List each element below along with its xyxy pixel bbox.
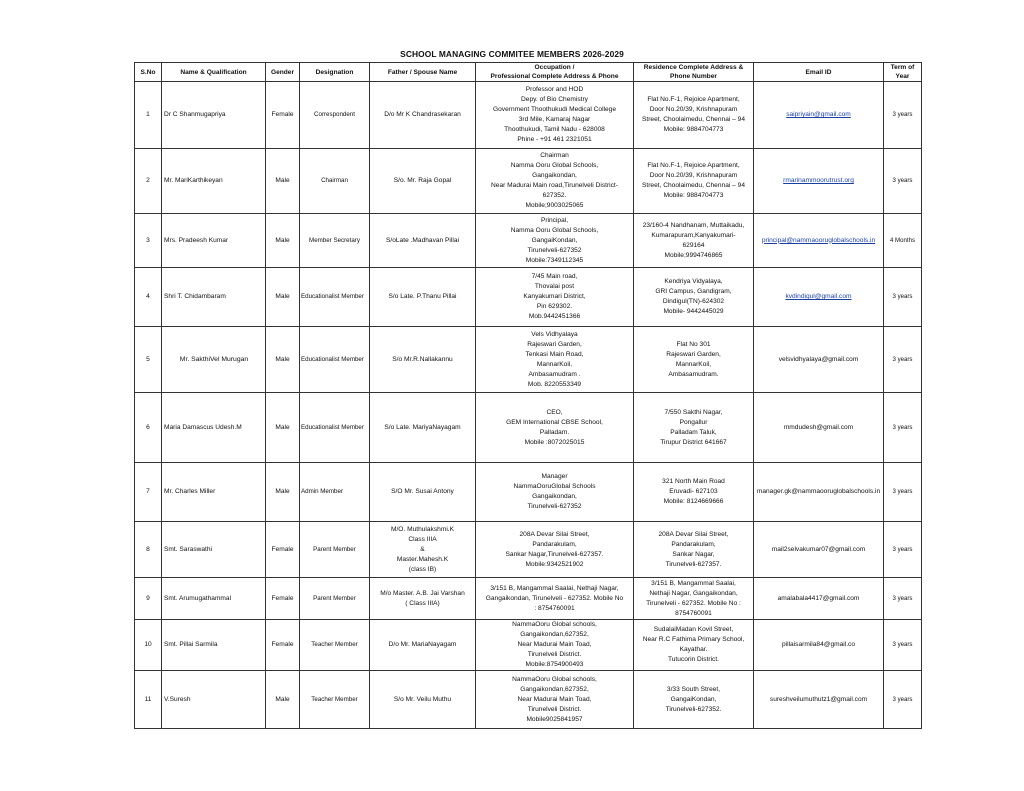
cell-residence: Flat No 301 Rajeswari Garden, MannarKoil, Ambasamudram.	[634, 327, 754, 393]
cell-sno: 10	[135, 620, 162, 671]
email-link[interactable]: principal@nammaooruglobalschools.in	[761, 236, 876, 244]
cell-sno: 5	[135, 327, 162, 393]
cell-term: 3 years	[884, 82, 922, 149]
cell-name: Smt. Saraswathi	[162, 522, 266, 578]
cell-father: S/O Mr. Susai Antony	[370, 463, 476, 522]
table-row	[135, 149, 922, 214]
cell-occupation: 208A Devar Silai Street, Pandarakulam, Sankar Nagar,Tirunelveli-627357. Mobile:9342521902	[476, 522, 634, 578]
cell-email: amalabala4417@gmail.com	[754, 578, 884, 620]
cell-father: D/o Mr K Chandrasekaran	[370, 82, 476, 149]
cell-father: S/oLate .Madhavan Pillai	[370, 214, 476, 268]
table-row	[135, 620, 922, 671]
cell-gender: Male	[266, 463, 300, 522]
cell-father: D/o Mr. MariaNayagam	[370, 620, 476, 671]
cell-name: Mr. SakthiVel Murugan	[162, 327, 266, 393]
cell-sno: 11	[135, 671, 162, 729]
cell-designation: Member Secretary	[300, 214, 370, 268]
cell-residence: 3/33 South Street, GangaiKondan, Tirunelveli-627352.	[634, 671, 754, 729]
cell-sno: 9	[135, 578, 162, 620]
cell-email	[754, 214, 884, 268]
email-link[interactable]: kvdindigul@gmail.com	[785, 293, 852, 300]
header-term: Term of Year	[884, 63, 922, 82]
cell-father: S/o Mr.R.Nallakannu	[370, 327, 476, 393]
cell-name: V.Suresh	[162, 671, 266, 729]
cell-term: 3 years	[884, 149, 922, 214]
cell-gender: Male	[266, 327, 300, 393]
cell-occupation: NammaOoru Global schools, Gangaikondan,627352, Near Madurai Main Toad, Tirunelveli District. Mobile:8754900493	[476, 620, 634, 671]
cell-term: 4 Months	[884, 214, 922, 268]
cell-sno: 8	[135, 522, 162, 578]
cell-occupation: 3/151 B, Mangammal Saalai, Nethaji Nagar, Gangaikondan, Tirunelveli - 627352. Mobile No : 8754760091	[476, 578, 634, 620]
cell-occupation: Vels Vidhyalaya Rajeswari Garden, Tenkasi Main Road, MannarKoil, Ambasamudram . Mob. 8220553349	[476, 327, 634, 393]
cell-occupation: CEO, GEM International CBSE School, Palladam. Mobile :8072025015	[476, 393, 634, 463]
cell-email: pillaisarmila84@gmail.co	[754, 620, 884, 671]
cell-email	[754, 149, 884, 214]
email-link[interactable]: saipriyain@gmail.com	[786, 111, 851, 118]
cell-occupation: Manager NammaOoruGlobal Schools Gangaikondan, Tirunelveli-627352	[476, 463, 634, 522]
cell-name: Dr C Shanmugapriya	[162, 82, 266, 149]
cell-father: M/O. Muthulakshmi.K Class IIIA & Master.Mahesh.K (class IB)	[370, 522, 476, 578]
cell-gender: Male	[266, 393, 300, 463]
cell-name: Smt. Arumugathammal	[162, 578, 266, 620]
cell-name: Mrs. Pradeesh Kumar	[162, 214, 266, 268]
cell-name: Mr. MariKarthikeyan	[162, 149, 266, 214]
cell-email	[754, 82, 884, 149]
table-row	[135, 214, 922, 268]
cell-email: sureshveilumuthutz1@gmail.com	[754, 671, 884, 729]
cell-designation: Parent Member	[300, 578, 370, 620]
table-row	[135, 671, 922, 729]
cell-gender: Female	[266, 522, 300, 578]
cell-term: 3 years	[884, 463, 922, 522]
cell-email: manager.gk@nammaooruglobalschools.in	[754, 463, 884, 522]
header-sno: S.No	[135, 63, 162, 82]
cell-designation: Admin Member	[300, 463, 370, 522]
cell-name: Shri T. Chidambaram	[162, 268, 266, 327]
cell-email: mail2selvakumar07@gmail.com	[754, 522, 884, 578]
cell-designation: Teacher Member	[300, 671, 370, 729]
cell-name: Mr. Charles Miller	[162, 463, 266, 522]
cell-occupation: 7/45 Main road, Thovalai post Kanyakumari District, Pin 629302. Mob.9442451366	[476, 268, 634, 327]
cell-sno: 7	[135, 463, 162, 522]
table-row	[135, 82, 922, 149]
cell-sno: 2	[135, 149, 162, 214]
cell-email: mmdudesh@gmail.com	[754, 393, 884, 463]
cell-father: S/o Late. P.Thanu Pillai	[370, 268, 476, 327]
cell-designation: Chairman	[300, 149, 370, 214]
cell-term: 3 years	[884, 393, 922, 463]
cell-sno: 6	[135, 393, 162, 463]
header-email: Email ID	[754, 63, 884, 82]
cell-father: S/o Late. MariyaNayagam	[370, 393, 476, 463]
cell-occupation: Chairman Namma Ooru Global Schools, Gangaikondan, Near Madurai Main road,Tirunelveli District- 627352. Mobile;9003025065	[476, 149, 634, 214]
cell-occupation: NammaOoru Global schools, Gangaikondan,627352, Near Madurai Main Toad, Tirunelveli District. Mobile9025841957	[476, 671, 634, 729]
cell-gender: Male	[266, 214, 300, 268]
cell-gender: Female	[266, 82, 300, 149]
header-residence: Residence Complete Address & Phone Number	[634, 63, 754, 82]
table-row	[135, 522, 922, 578]
cell-designation: Educationalist Member	[300, 393, 370, 463]
table-row	[135, 327, 922, 393]
cell-term: 3 years	[884, 327, 922, 393]
cell-term: 3 years	[884, 578, 922, 620]
cell-residence: 23/160-4 Nandhanam, Muttaikadu, Kumarapuram,Kanyakumari- 629164 Mobile;9994746865	[634, 214, 754, 268]
cell-residence: 7/550 Sakthi Nagar, Pongallur Palladam Taluk, Tirupur District 641667	[634, 393, 754, 463]
cell-sno: 3	[135, 214, 162, 268]
cell-residence: Kendriya Vidyalaya, GRI Campus, Gandigram, Dindigul(TN)-624302 Mobile- 9442445029	[634, 268, 754, 327]
cell-designation: Educationalist Member	[300, 327, 370, 393]
table-row	[135, 393, 922, 463]
cell-designation: Educationalist Member	[300, 268, 370, 327]
header-designation: Designation	[300, 63, 370, 82]
table-row	[135, 463, 922, 522]
email-link[interactable]: rmarinammoorutrust.org	[783, 177, 854, 184]
cell-sno: 1	[135, 82, 162, 149]
cell-designation: Parent Member	[300, 522, 370, 578]
cell-residence: 321 North Main Road Eruvadi- 627103 Mobile: 8124669666	[634, 463, 754, 522]
cell-residence: SudalaiMadan Kovil Street, Near R.C Fathima Primary School, Kayathar. Tutucorin District.	[634, 620, 754, 671]
header-occupation: Occupation / Professional Complete Address & Phone	[476, 63, 634, 82]
cell-term: 3 years	[884, 268, 922, 327]
table-row	[135, 268, 922, 327]
table-row	[135, 578, 922, 620]
header-name: Name & Qualification	[162, 63, 266, 82]
cell-residence: 208A Devar Silai Street, Pandarakulam, Sankar Nagar, Tirunelveli-627357.	[634, 522, 754, 578]
document-title: SCHOOL MANAGING COMMITEE MEMBERS 2026-2029	[400, 49, 624, 59]
cell-father: S/o. Mr. Raja Gopal	[370, 149, 476, 214]
cell-gender: Female	[266, 620, 300, 671]
cell-gender: Male	[266, 149, 300, 214]
header-gender: Gender	[266, 63, 300, 82]
cell-gender: Male	[266, 268, 300, 327]
cell-term: 3 years	[884, 620, 922, 671]
cell-residence: Flat No.F-1, Rejoice Apartment, Door No.20/39, Krishnapuram Street, Choolaimedu, Chennai – 94 Mobile: 9884704773	[634, 149, 754, 214]
cell-gender: Male	[266, 671, 300, 729]
cell-father: M/o Master. A.B. Jai Varshan ( Class IIIA)	[370, 578, 476, 620]
cell-name: Maria Damascus Udesh.M	[162, 393, 266, 463]
cell-term: 3 years	[884, 522, 922, 578]
cell-occupation: Principal, Namma Ooru Global Schools, GangaiKondan, Tirunelveli-627352 Mobile:7349112345	[476, 214, 634, 268]
cell-email: velsvidhyalaya@gmail.com	[754, 327, 884, 393]
header-row	[135, 63, 922, 82]
members-table	[134, 62, 922, 729]
cell-gender: Female	[266, 578, 300, 620]
cell-designation: Teacher Member	[300, 620, 370, 671]
cell-father: S/o Mr. Veilu Muthu	[370, 671, 476, 729]
cell-email	[754, 268, 884, 327]
header-father: Father / Spouse Name	[370, 63, 476, 82]
cell-term: 3 years	[884, 671, 922, 729]
cell-residence: Flat No.F-1, Rejoice Apartment, Door No.20/39, Krishnapuram Street, Choolaimedu, Chennai – 94 Mobile: 9884704773	[634, 82, 754, 149]
cell-occupation: Professor and HOD Depy. of Bio Chemistry Government Thoothukudi Medical College 3rd Mile, Kamaraj Nagar Thoothukudi, Tamil Nadu - 628008 Phine - +91 461 2321051	[476, 82, 634, 149]
cell-residence: 3/151 B, Mangammal Saalai, Nethaji Nagar, Gangaikondan, Tirunelveli - 627352. Mobile No : 8754760091	[634, 578, 754, 620]
cell-designation: Correspondent	[300, 82, 370, 149]
cell-sno: 4	[135, 268, 162, 327]
cell-name: Smt. Pillai Sarmila	[162, 620, 266, 671]
